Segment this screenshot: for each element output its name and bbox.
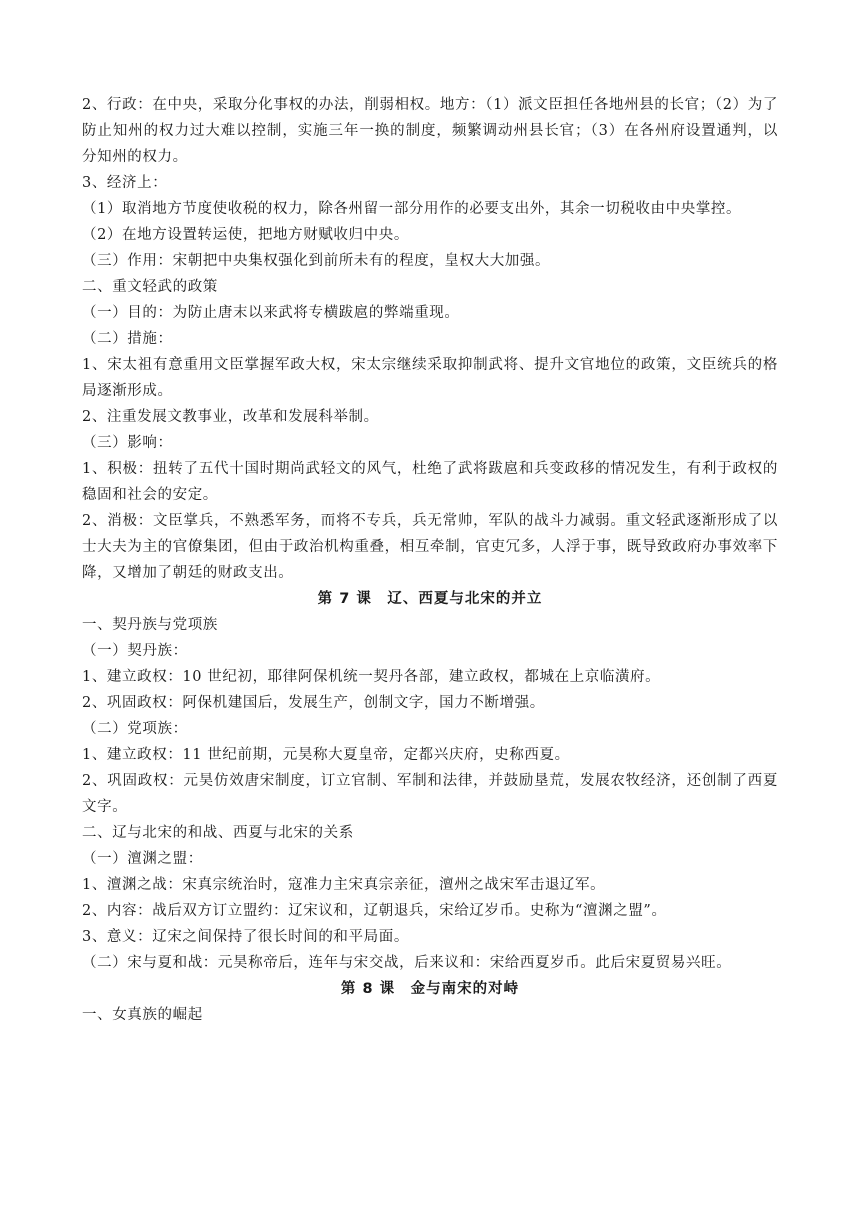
paragraph: （二）党项族： <box>82 721 188 737</box>
paragraph: （1）取消地方节度使收税的权力，除各州留一部分用作的必要支出外，其余一切税收由中央掌控。 <box>82 201 742 217</box>
lesson-title: 第 7 课 辽、西夏与北宋的并立 <box>317 591 543 607</box>
section-heading: 二、重文轻武的政策 <box>82 279 218 295</box>
section-heading: 二、辽与北宋的和战、西夏与北宋的关系 <box>82 825 354 841</box>
paragraph: （二）措施： <box>82 331 173 347</box>
paragraph: 1、澶渊之战：宋真宗统治时，寇准力主宋真宗亲征，澶州之战宋军击退辽军。 <box>82 877 606 893</box>
section-heading: 一、女真族的崛起 <box>82 1007 203 1023</box>
paragraph: 2、巩固政权：阿保机建国后，发展生产，创制文字，国力不断增强。 <box>82 695 545 711</box>
lesson-title: 第 8 课 金与南宋的对峙 <box>340 981 520 997</box>
paragraph: 2、消极：文臣掌兵，不熟悉军务，而将不专兵，兵无常帅，军队的战斗力减弱。重文轻武逐渐形成了以士大夫为主的官僚集团，但由于政治机构重叠，相互牵制，官吏冗多，人浮于事，既导致政府办事效率下降，又增加了朝廷的财政支出。 <box>82 513 778 581</box>
paragraph: （三）影响： <box>82 435 173 451</box>
document-page <box>82 92 778 1028</box>
paragraph: 1、宋太祖有意重用文臣掌握军政大权，宋太宗继续采取抑制武将、提升文官地位的政策，文臣统兵的格局逐渐形成。 <box>82 357 778 399</box>
paragraph: 2、行政：在中央，采取分化事权的办法，削弱相权。地方：（1）派文臣担任各地州县的长官；（2）为了防止知州的权力过大难以控制，实施三年一换的制度，频繁调动州县长官；（3）在各州府设置通判，以分知州的权力。 <box>82 97 778 165</box>
paragraph: 3、意义：辽宋之间保持了很长时间的和平局面。 <box>82 929 409 945</box>
paragraph: （二）宋与夏和战：元昊称帝后，连年与宋交战，后来议和：宋给西夏岁币。此后宋夏贸易兴旺。 <box>82 955 732 971</box>
paragraph: 1、建立政权：11 世纪前期，元昊称大夏皇帝，定都兴庆府，史称西夏。 <box>82 747 570 763</box>
paragraph: （一）目的：为防止唐末以来武将专横跋扈的弊端重现。 <box>82 305 460 321</box>
paragraph: 2、巩固政权：元昊仿效唐宋制度，订立官制、军制和法律，并鼓励垦荒，发展农牧经济，还创制了西夏文字。 <box>82 773 778 815</box>
section-heading: 一、契丹族与党项族 <box>82 617 218 633</box>
paragraph: 2、注重发展文教事业，改革和发展科举制。 <box>82 409 379 425</box>
paragraph: 1、建立政权：10 世纪初，耶律阿保机统一契丹各部，建立政权，都城在上京临潢府。 <box>82 669 661 685</box>
paragraph: 2、内容：战后双方订立盟约：辽宋议和，辽朝退兵，宋给辽岁币。史称为“澶渊之盟”。 <box>82 903 667 919</box>
paragraph: 3、经济上： <box>82 175 168 191</box>
paragraph: （一）契丹族： <box>82 643 188 659</box>
paragraph: 1、积极：扭转了五代十国时期尚武轻文的风气，杜绝了武将跋扈和兵变政移的情况发生，有利于政权的稳固和社会的安定。 <box>82 461 778 503</box>
paragraph: （三）作用：宋朝把中央集权强化到前所未有的程度，皇权大大加强。 <box>82 253 551 269</box>
paragraph: （一）澶渊之盟： <box>82 851 203 867</box>
paragraph: （2）在地方设置转运使，把地方财赋收归中央。 <box>82 227 409 243</box>
